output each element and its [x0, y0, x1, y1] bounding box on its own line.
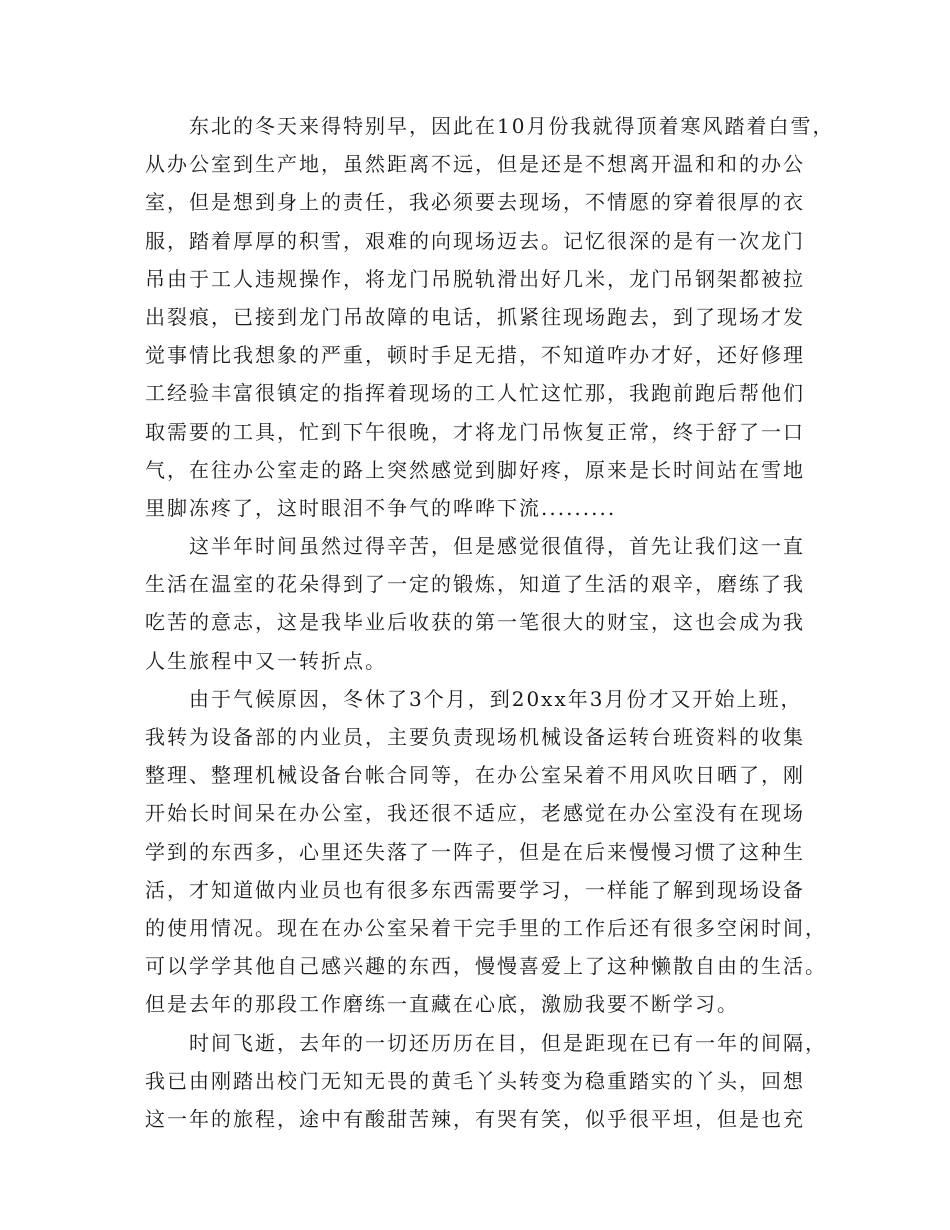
text-line: 室，但是想到身上的责任，我必须要去现场，不情愿的穿着很厚的衣 — [145, 190, 805, 215]
text-line: 我转为设备部的内业员，主要负责现场机械设备运转台班资料的收集 — [145, 725, 805, 749]
text-line: 觉事情比我想象的严重，顿时手足无措，不知道咋办才好，还好修理 — [145, 343, 805, 368]
text-line: 服，踏着厚厚的积雪，艰难的向现场迈去。记忆很深的是有一次龙门 — [145, 228, 805, 253]
text-line: 活，才知道做内业员也有很多东西需要学习，一样能了解到现场设备 — [145, 877, 805, 902]
text-line: 我已由刚踏出校门无知无畏的黄毛丫头转变为稳重踏实的丫头，回想 — [145, 1068, 805, 1093]
document-body — [145, 107, 835, 1138]
text-line: 气，在往办公室走的路上突然感觉到脚好疼，原来是长时间站在雪地 — [145, 457, 805, 482]
text-line: 但是去年的那段工作磨练一直藏在心底，激励我要不断学习。 — [145, 992, 739, 1017]
text-line: 取需要的工具，忙到下午很晚，才将龙门吊恢复正常，终于舒了一口 — [145, 419, 805, 444]
text-line: 里脚冻疼了，这时眼泪不争气的哗哗下流......... — [145, 495, 617, 520]
text-line: 从办公室到生产地，虽然距离不远，但是还是不想离开温和和的办公 — [145, 152, 805, 177]
paragraph-first-line: 由于气候原因，冬休了3个月，到20xx年3月份才又开始上班， — [189, 686, 803, 711]
text-line: 出裂痕，已接到龙门吊故障的电话，抓紧往现场跑去，到了现场才发 — [145, 304, 805, 329]
text-line: 可以学学其他自己感兴趣的东西，慢慢喜爱上了这种懒散自由的生活。 — [145, 954, 827, 979]
paragraph-first-line: 时间飞逝，去年的一切还历历在目，但是距现在已有一年的间隔， — [189, 1030, 827, 1055]
text-line: 生活在温室的花朵得到了一定的锻炼，知道了生活的艰辛，磨练了我 — [145, 572, 805, 597]
text-line: 整理、整理机械设备台帐合同等，在办公室呆着不用风吹日晒了，刚 — [145, 763, 805, 788]
text-line: 开始长时间呆在办公室，我还很不适应，老感觉在办公室没有在现场 — [145, 801, 805, 826]
paragraph-first-line: 这半年时间虽然过得辛苦，但是感觉很值得，首先让我们这一直 — [189, 534, 805, 559]
text-line: 的使用情况。现在在办公室呆着干完手里的工作后还有很多空闲时间， — [145, 915, 827, 940]
paragraph-first-line: 东北的冬天来得特别早，因此在10月份我就得顶着寒风踏着白雪， — [189, 114, 835, 138]
text-line: 学到的东西多，心里还失落了一阵子，但是在后来慢慢习惯了这种生 — [145, 839, 805, 864]
text-line: 这一年的旅程，途中有酸甜苦辣，有哭有笑，似乎很平坦，但是也充 — [145, 1106, 805, 1131]
text-line: 吃苦的意志，这是我毕业后收获的第一笔很大的财宝，这也会成为我 — [145, 610, 805, 635]
text-line: 人生旅程中又一转折点。 — [145, 648, 387, 673]
text-line: 吊由于工人违规操作，将龙门吊脱轨滑出好几米，龙门吊钢架都被拉 — [145, 266, 805, 291]
text-line: 工经验丰富很镇定的指挥着现场的工人忙这忙那，我跑前跑后帮他们 — [145, 381, 805, 406]
